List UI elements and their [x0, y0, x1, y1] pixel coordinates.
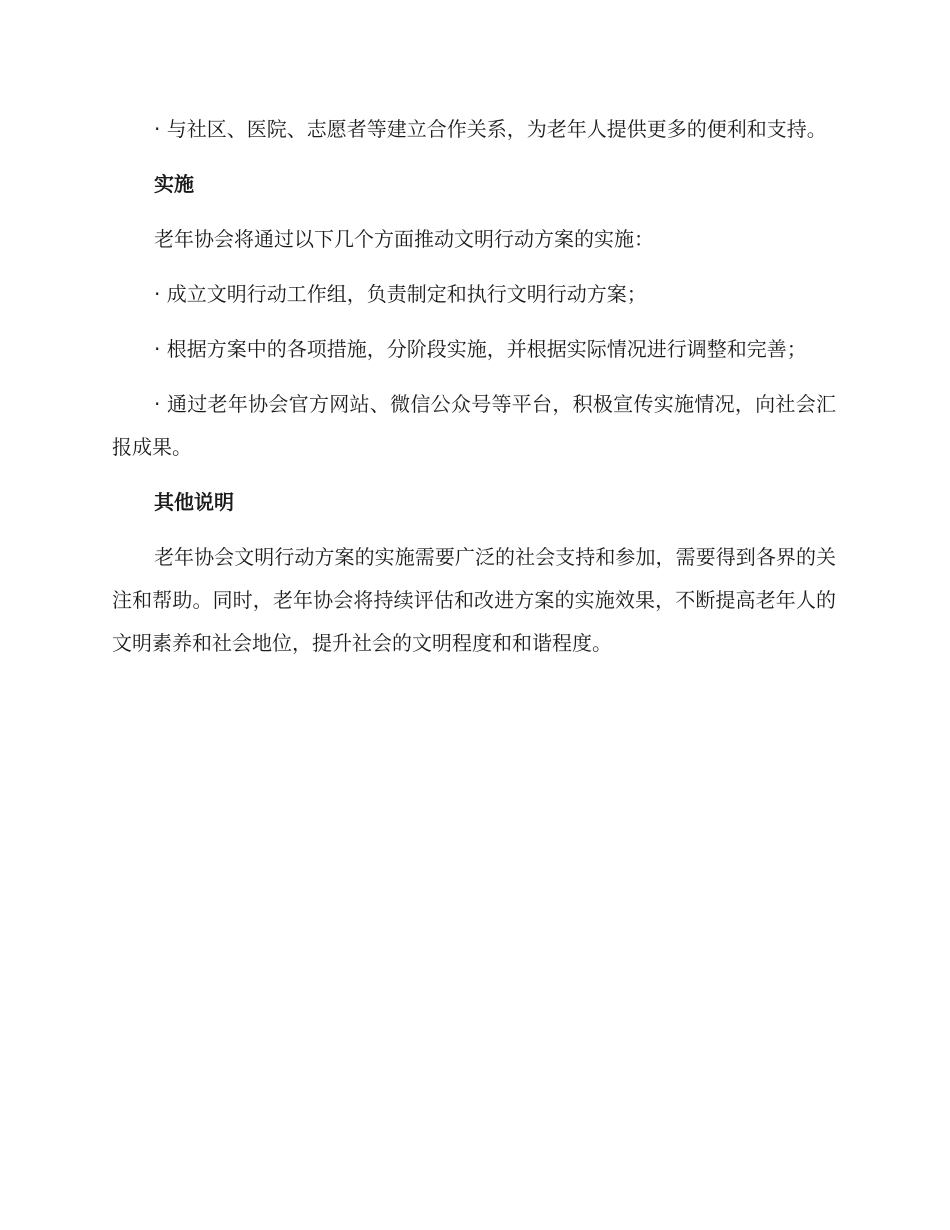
section-heading-implementation: 实施 — [154, 172, 194, 196]
paragraph-other-notes: 老年协会文明行动方案的实施需要广泛的社会支持和参加，需要得到各界的关注和帮助。同时，老年协会将持续评估和改进方案的实施效果，不断提高老年人的文明素养和社会地位，提升社会的文明程度和和谐程度。 — [112, 545, 836, 655]
paragraph-implementation-intro: 老年协会将通过以下几个方面推动文明行动方案的实施： — [154, 227, 654, 251]
section-heading-other-notes: 其他说明 — [154, 490, 234, 514]
document-body — [112, 108, 836, 677]
bullet-phased-implementation: · 根据方案中的各项措施，分阶段实施，并根据实际情况进行调整和完善； — [154, 337, 807, 361]
bullet-partnerships: · 与社区、医院、志愿者等建立合作关系，为老年人提供更多的便利和支持。 — [154, 117, 827, 141]
bullet-working-group: · 成立文明行动工作组，负责制定和执行文明行动方案； — [154, 282, 647, 306]
bullet-publicity: · 通过老年协会官方网站、微信公众号等平台，积极宣传实施情况，向社会汇报成果。 — [112, 392, 836, 459]
